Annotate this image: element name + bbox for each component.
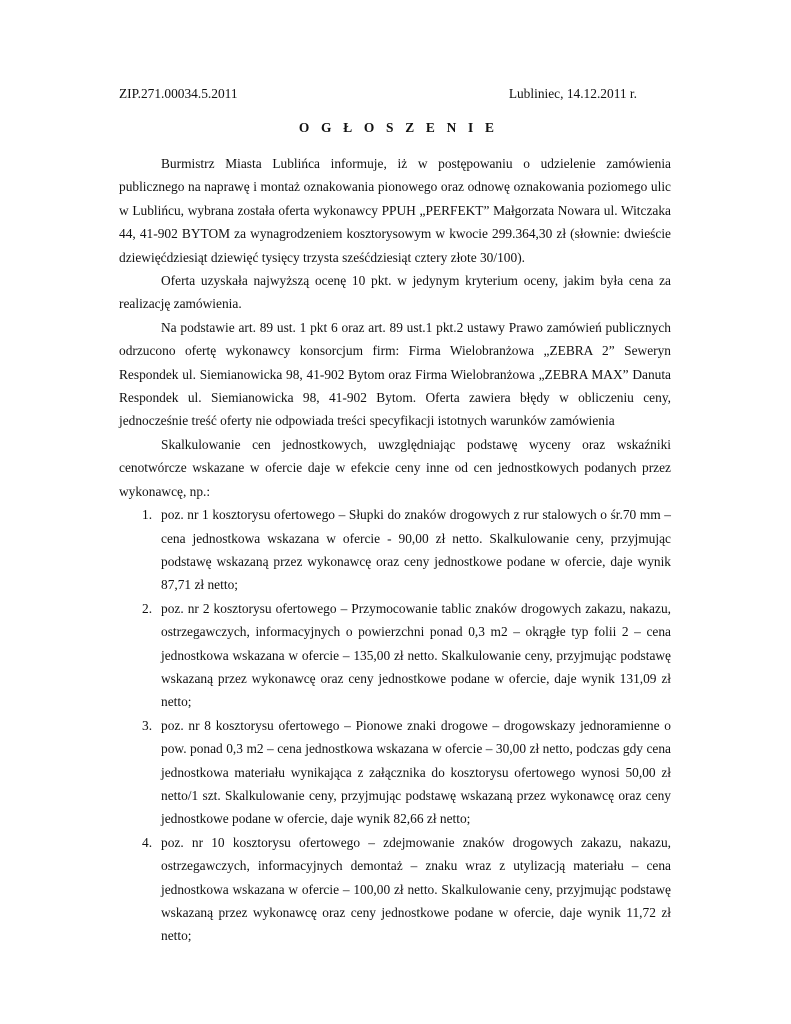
list-item bbox=[119, 597, 671, 714]
price-discrepancy-list bbox=[119, 503, 671, 948]
place-and-date: Lubliniec, 14.12.2011 r. bbox=[508, 86, 637, 101]
list-item bbox=[119, 831, 671, 948]
paragraph-rating: Oferta uzyskała najwyższą ocenę 10 pkt. w jedynym kryterium oceny, jakim była cena za realizację zamówienia. bbox=[119, 273, 671, 312]
list-item-text: poz. nr 1 kosztorysu ofertowego – Słupki do znaków drogowych z rur stalowych o śr.70 mm – cena jednostkowa wskazana w ofercie - 90,00 zł netto. Skalkulowanie ceny, przyjmując podstawę wskazaną przez wykonawcę oraz ceny jednostkowe podane w ofercie, daje wynik 87,71 zł netto; bbox=[161, 507, 671, 593]
list-item-number: 2. bbox=[142, 600, 153, 616]
document-body bbox=[119, 152, 671, 948]
document-header bbox=[119, 84, 637, 104]
list-item bbox=[119, 714, 671, 831]
list-item-text: poz. nr 10 kosztorysu ofertowego – zdejmowanie znaków drogowych zakazu, nakazu, ostrzegawczych, informacyjnych demontaż – znaku wraz z utylizacją materiału – cena jednostkowa wskazana w ofercie – 100,00 zł netto. Skalkulowanie ceny, przyjmując podstawę wskazaną przez wykonawcę oraz ceny jednostkowe podane w ofercie, daje wynik 11,72 zł netto; bbox=[161, 834, 671, 944]
list-item-text: poz. nr 8 kosztorysu ofertowego – Pionowe znaki drogowe – drogowskazy jednoramienne o pow. ponad 0,3 m2 – cena jednostkowa wskazana w ofercie – 30,00 zł netto, podczas gdy cena jednostkowa materiału wynikająca z załącznika do kosztorysu ofertowego wynosi 50,00 zł netto/1 szt. Skalkulowanie ceny, przyjmując podstawę wskazaną przez wykonawcę oraz ceny jednostkowe podane w ofercie, daje wynik 82,66 zł netto; bbox=[161, 717, 671, 827]
paragraph-calculation: Skalkulowanie cen jednostkowych, uwzględniając podstawę wyceny oraz wskaźniki cenotwórcze wskazane w ofercie daje w efekcie ceny inne od cen jednostkowych podanych przez wykonawcę, np.: bbox=[119, 436, 671, 499]
document-title: O G Ł O S Z E N I E bbox=[298, 120, 499, 135]
list-item-text: poz. nr 2 kosztorysu ofertowego – Przymocowanie tablic znaków drogowych zakazu, nakazu, ostrzegawczych, informacyjnych o powierzchni ponad 0,3 m2 – okrągłe typ folii 2 – cena jednostkowa wskazana w ofercie – 135,00 zł netto. Skalkulowanie ceny, przyjmując podstawę wskazaną przez wykonawcę oraz ceny jednostkowe podane w ofercie, daje wynik 131,09 zł netto; bbox=[161, 600, 671, 710]
list-item-number: 4. bbox=[142, 834, 153, 850]
list-item-number: 3. bbox=[142, 717, 153, 733]
paragraph-rejection: Na podstawie art. 89 ust. 1 pkt 6 oraz art. 89 ust.1 pkt.2 ustawy Prawo zamówień publicznych odrzucono ofertę wykonawcy konsorcjum firm: Firma Wielobranżowa „ZEBRA 2” Seweryn Respondek ul. Siemianowicka 98, 41-902 Bytom oraz Firma Wielobranżowa „ZEBRA MAX” Danuta Respondek ul. Siemianowicka 98, 41-902 Bytom. Oferta zawiera błędy w obliczeniu ceny, jednocześnie treść oferty nie odpowiada treści specyfikacji istotnych warunków zamówienia bbox=[119, 319, 671, 429]
reference-number: ZIP.271.00034.5.2011 bbox=[119, 86, 238, 101]
list-item-number: 1. bbox=[142, 507, 153, 523]
list-item bbox=[119, 503, 671, 597]
paragraph-announcement: Burmistrz Miasta Lublińca informuje, iż w postępowaniu o udzielenie zamówienia publicznego na naprawę i montaż oznakowania pionowego oraz odnowę oznakowania poziomego ulic w Lublińcu, wybrana została oferta wykonawcy PPUH „PERFEKT” Małgorzata Nowara ul. Witczaka 44, 41-902 BYTOM za wynagrodzeniem kosztorysowym w kwocie 299.364,30 zł (słownie: dwieście dziewięćdziesiąt dziewięć tysięcy trzysta sześćdziesiąt cztery złote 30/100). bbox=[119, 156, 671, 265]
